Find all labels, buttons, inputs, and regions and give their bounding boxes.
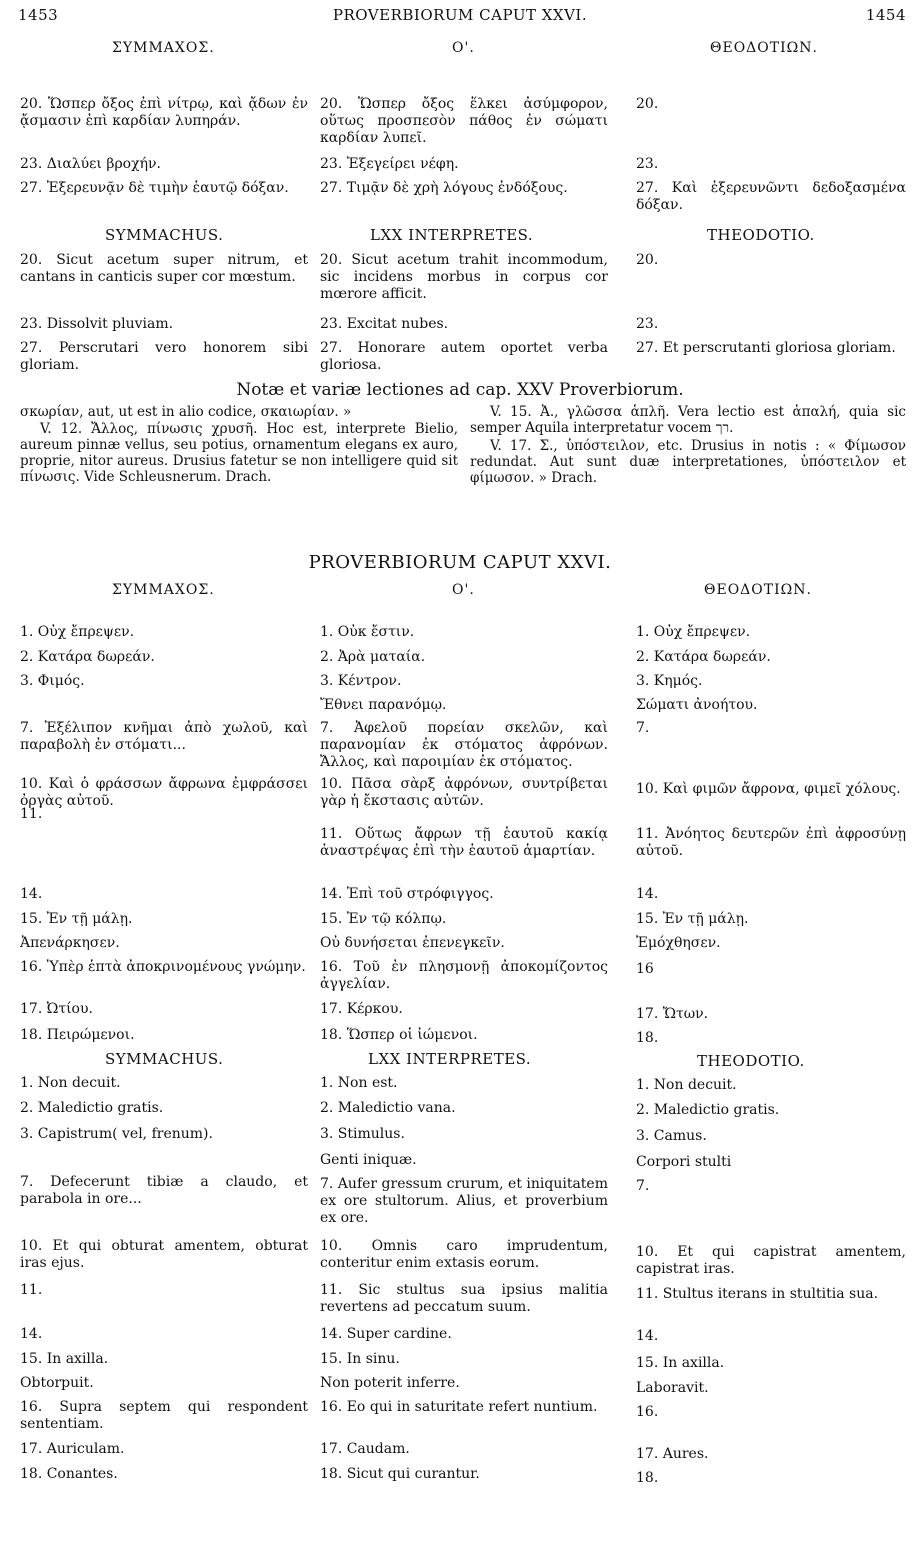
ch-latin-c3-7: 14. bbox=[636, 1328, 659, 1344]
ch-latin-c1-3: 7. Defecerunt tibiæ a claudo, et parabola in ore... bbox=[20, 1174, 308, 1207]
ch-latin-c2-8: 15. In sinu. bbox=[320, 1351, 400, 1367]
top-latin-c3-v27: 27. Et perscrutanti gloriosa gloriam. bbox=[636, 340, 896, 356]
ch-greek-c2-10: 16. Τοῦ ἐν πλησμονῇ ἀποκομίζοντος ἀγγελίαν. bbox=[320, 959, 608, 992]
ch-latin-c3-6: 11. Stultus iterans in stultitia sua. bbox=[636, 1286, 879, 1302]
ch-latin-c1-7: 15. In axilla. bbox=[20, 1351, 109, 1367]
ch-greek-c3-5: 10. Καὶ φιμῶν ἄφρονα, φιμεῖ χόλους. bbox=[636, 781, 901, 797]
ch-latin-c3-2: 3. Camus. bbox=[636, 1128, 707, 1144]
ch-latin-c3-4: 7. bbox=[636, 1178, 650, 1194]
ch-greek-c2-2: 3. Κέντρον. bbox=[320, 673, 402, 689]
top-greek-c1-v27: 27. Ἐξερευνᾷν δὲ τιμὴν ἑαυτῷ δόξαν. bbox=[20, 180, 289, 196]
ch-greek-c1-4: 10. Καὶ ὁ φράσσων ἄφρωνα ἐμφράσσει ὀργὰς αὐτοῦ. bbox=[20, 776, 308, 809]
top-greek-c2-v20: 20. Ὥσπερ ὄξος ἕλκει ἀσύμφορον, οὕτως προσπεσὸν πάθος ἐν σώματι καρδίαν λυπεῖ. bbox=[320, 96, 608, 146]
ch-greek-c2-3: Ἔθνει παρανόμῳ. bbox=[320, 697, 447, 713]
ch-latin-c2-9: Non poterit inferre. bbox=[320, 1375, 460, 1391]
top-latin-c1-v20: 20. Sicut acetum super nitrum, et cantans in canticis super cor mœstum. bbox=[20, 252, 308, 285]
ch-latin-c2-12: 18. Sicut qui curantur. bbox=[320, 1466, 480, 1482]
running-title: PROVERBIORUM CAPUT XXVI. bbox=[332, 6, 588, 24]
chapter-header-symmachus-greek: ΣΥΜΜΑΧΟΣ. bbox=[112, 582, 215, 598]
ch-latin-c1-4: 10. Et qui obturat amentem, obturat iras ejus. bbox=[20, 1238, 308, 1271]
ch-greek-c1-6: 14. bbox=[20, 886, 43, 902]
ch-latin-c2-11: 17. Caudam. bbox=[320, 1441, 410, 1457]
ch-latin-c3-1: 2. Maledictio gratis. bbox=[636, 1102, 780, 1118]
ch-latin-c1-8: Obtorpuit. bbox=[20, 1375, 94, 1391]
page-number-right: 1454 bbox=[865, 6, 906, 24]
ch-greek-c3-3: Σώματι ἀνοήτου. bbox=[636, 697, 758, 713]
ch-latin-c3-5: 10. Et qui capistrat amentem, capistrat iras. bbox=[636, 1244, 906, 1277]
ch-latin-c3-12: 18. bbox=[636, 1470, 659, 1486]
chapter-header-symmachus-latin: SYMMACHUS. bbox=[105, 1050, 224, 1068]
ch-latin-c1-9: 16. Supra septem qui respondent sententiam. bbox=[20, 1399, 308, 1432]
top-greek-c2-v27: 27. Τιμᾷν δὲ χρὴ λόγους ἐνδόξους. bbox=[320, 180, 568, 196]
top-latin-c2-v23: 23. Excitat nubes. bbox=[320, 316, 449, 332]
ch-greek-c1-11: 18. Πειρώμενοι. bbox=[20, 1027, 135, 1043]
ch-greek-c1-8: Ἀπενάρκησεν. bbox=[20, 935, 120, 951]
chapter-header-lxx-greek: Ο'. bbox=[452, 582, 475, 598]
note-right-1: V. 17. Σ., ὑπόστειλον, etc. Drusius in notis : « Φίμωσον redundat. Aut sunt duæ interpretationes, ὑπόστειλον et φίμωσον. » Drach. bbox=[470, 438, 906, 486]
ch-greek-c3-4: 7. bbox=[636, 720, 650, 736]
ch-latin-c2-6: 11. Sic stultus sua ipsius malitia revertens ad peccatum suum. bbox=[320, 1282, 608, 1315]
ch-greek-c2-11: 17. Κέρκου. bbox=[320, 1001, 403, 1017]
top-greek-c2-v23: 23. Ἐξεγείρει νέφη. bbox=[320, 156, 459, 172]
ch-latin-c2-7: 14. Super cardine. bbox=[320, 1326, 452, 1342]
top-header-lxx-greek: Ο'. bbox=[452, 40, 475, 56]
ch-greek-c2-4: 7. Ἀφελοῦ πορείαν σκελῶν, καὶ παρανομίαν ἐκ στόματος ἀφρόνων. Ἄλλος, καὶ παροιμίαν ἐκ στόματος. bbox=[320, 720, 608, 770]
top-latin-c3-v23: 23. bbox=[636, 316, 659, 332]
top-latin-c2-v20: 20. Sicut acetum trahit incommodum, sic incidens morbus in corpus cor mœrore afficit. bbox=[320, 252, 608, 302]
ch-greek-c2-12: 18. Ὥσπερ οἱ ἰώμενοι. bbox=[320, 1027, 478, 1043]
ch-latin-c2-2: 3. Stimulus. bbox=[320, 1126, 405, 1142]
top-header-theodotion-greek: ΘΕΟΔΟΤΙΩΝ. bbox=[710, 40, 818, 56]
ch-latin-c1-1: 2. Maledictio gratis. bbox=[20, 1100, 164, 1116]
top-greek-c3-v20: 20. bbox=[636, 96, 659, 112]
ch-greek-c2-9: Οὐ δυνήσεται ἐπενεγκεῖν. bbox=[320, 935, 505, 951]
ch-greek-c3-8: 15. Ἐν τῇ μάλῃ. bbox=[636, 911, 749, 927]
ch-greek-c3-11: 17. Ὤτων. bbox=[636, 1006, 709, 1022]
top-latin-c1-v27: 27. Perscrutari vero honorem sibi gloriam. bbox=[20, 340, 308, 373]
ch-greek-c3-12: 18. bbox=[636, 1030, 659, 1046]
ch-latin-c2-10: 16. Eo qui in saturitate refert nuntium. bbox=[320, 1399, 598, 1415]
ch-latin-c1-5: 11. bbox=[20, 1282, 43, 1298]
ch-greek-c3-9: Ἐμόχθησεν. bbox=[636, 935, 721, 951]
top-greek-c1-v23: 23. Διαλύει βροχήν. bbox=[20, 156, 161, 172]
ch-latin-c3-11: 17. Aures. bbox=[636, 1446, 709, 1462]
chapter-header-theodotion-greek: ΘΕΟΔΟΤΙΩΝ. bbox=[704, 582, 812, 598]
ch-greek-c3-1: 2. Κατάρα δωρεάν. bbox=[636, 649, 771, 665]
note-right-0: V. 15. Ἀ., γλῶσσα ἁπλῆ. Vera lectio est ἁπαλή, quia sic semper Aquila interpretatur vocem רך. bbox=[470, 404, 906, 436]
note-left-0: σκωρίαν, aut, ut est in alio codice, σκαιωρίαν. » bbox=[20, 404, 352, 420]
ch-greek-c2-7: 14. Ἐπὶ τοῦ στρόφιγγος. bbox=[320, 886, 494, 902]
note-left-1: V. 12. Ἄλλος, πίνωσις χρυσῆ. Hoc est, interprete Bielio, aureum pinnæ vellus, seu potius, ornamentum elegans ex auro, proprie, nitor aureus. Drusius fatetur se non intelligere quid sit πίνωσις. Vide Schleusnerum. Drach. bbox=[20, 421, 458, 485]
ch-latin-c3-8: 15. In axilla. bbox=[636, 1355, 725, 1371]
ch-latin-c2-0: 1. Non est. bbox=[320, 1075, 398, 1091]
top-latin-c1-v23: 23. Dissolvit pluviam. bbox=[20, 316, 174, 332]
ch-latin-c1-10: 17. Auriculam. bbox=[20, 1441, 125, 1457]
ch-latin-c3-10: 16. bbox=[636, 1404, 659, 1420]
ch-greek-c2-8: 15. Ἐν τῷ κόλπῳ. bbox=[320, 911, 447, 927]
page-number-left: 1453 bbox=[18, 6, 59, 24]
top-latin-c2-v27: 27. Honorare autem oportet verba gloriosa. bbox=[320, 340, 608, 373]
ch-latin-c3-0: 1. Non decuit. bbox=[636, 1077, 737, 1093]
ch-latin-c2-5: 10. Omnis caro imprudentum, conteritur enim extasis eorum. bbox=[320, 1238, 608, 1271]
top-latin-c3-v20: 20. bbox=[636, 252, 659, 268]
ch-greek-c3-7: 14. bbox=[636, 886, 659, 902]
ch-latin-c3-9: Laboravit. bbox=[636, 1380, 709, 1396]
ch-latin-c1-6: 14. bbox=[20, 1326, 43, 1342]
top-greek-c3-v27: 27. Καὶ ἐξερευνῶντι δεδοξασμένα δόξαν. bbox=[636, 180, 906, 213]
ch-greek-c1-1: 2. Κατάρα δωρεάν. bbox=[20, 649, 155, 665]
ch-greek-c1-5: 11. bbox=[20, 806, 43, 822]
ch-greek-c3-6: 11. Ἀνόητος δευτερῶν ἐπὶ ἀφροσύνῃ αὐτοῦ. bbox=[636, 826, 906, 859]
top-header-theodotion-latin: THEODOTIO. bbox=[707, 226, 815, 244]
ch-greek-c1-0: 1. Οὐχ ἔπρεψεν. bbox=[20, 624, 135, 640]
ch-latin-c1-2: 3. Capistrum( vel, frenum). bbox=[20, 1126, 213, 1142]
ch-greek-c2-5: 10. Πᾶσα σὰρξ ἀφρόνων, συντρίβεται γὰρ ἡ ἔκστασις αὐτῶν. bbox=[320, 776, 608, 809]
chapter-title: PROVERBIORUM CAPUT XXVI. bbox=[308, 552, 612, 573]
top-header-lxx-latin: LXX INTERPRETES. bbox=[370, 226, 534, 244]
chapter-header-theodotion-latin: THEODOTIO. bbox=[697, 1052, 805, 1070]
ch-greek-c2-6: 11. Οὕτως ἄφρων τῇ ἑαυτοῦ κακίᾳ ἀναστρέψας ἐπὶ τὴν ἑαυτοῦ ἁμαρτίαν. bbox=[320, 826, 608, 859]
ch-greek-c1-7: 15. Ἐν τῇ μάλῃ. bbox=[20, 911, 133, 927]
ch-latin-c2-1: 2. Maledictio vana. bbox=[320, 1100, 456, 1116]
ch-latin-c1-0: 1. Non decuit. bbox=[20, 1075, 121, 1091]
ch-greek-c1-3: 7. Ἐξέλιπον κνῆμαι ἀπὸ χωλοῦ, καὶ παραβολὴ ἐν στόματι... bbox=[20, 720, 308, 753]
chapter-header-lxx-latin: LXX INTERPRETES. bbox=[368, 1050, 532, 1068]
notes-title: Notæ et variæ lectiones ad cap. XXV Proverbiorum. bbox=[236, 380, 684, 400]
ch-latin-c1-11: 18. Conantes. bbox=[20, 1466, 118, 1482]
ch-latin-c2-4: 7. Aufer gressum crurum, et iniquitatem ex ore stultorum. Alius, et proverbium ex ore. bbox=[320, 1176, 608, 1226]
ch-latin-c3-3: Corpori stulti bbox=[636, 1154, 732, 1170]
ch-greek-c3-2: 3. Κημός. bbox=[636, 673, 703, 689]
top-header-symmachus-latin: SYMMACHUS. bbox=[105, 226, 224, 244]
top-greek-c1-v20: 20. Ὥσπερ ὄξος ἐπὶ νίτρῳ, καὶ ᾄδων ἐν ᾄσμασιν ἐπὶ καρδίαν λυπηράν. bbox=[20, 96, 308, 129]
ch-greek-c2-1: 2. Ἀρὰ ματαία. bbox=[320, 649, 426, 665]
ch-greek-c1-10: 17. Ὠτίου. bbox=[20, 1001, 93, 1017]
ch-greek-c3-0: 1. Οὐχ ἔπρεψεν. bbox=[636, 624, 751, 640]
ch-latin-c2-3: Genti iniquæ. bbox=[320, 1152, 417, 1168]
ch-greek-c1-2: 3. Φιμός. bbox=[20, 673, 85, 689]
ch-greek-c2-0: 1. Οὐκ ἔστιν. bbox=[320, 624, 415, 640]
top-greek-c3-v23: 23. bbox=[636, 156, 659, 172]
ch-greek-c1-9: 16. Ὑπὲρ ἑπτὰ ἀποκρινομένους γνώμην. bbox=[20, 959, 306, 975]
ch-greek-c3-10: 16 bbox=[636, 961, 654, 977]
top-header-symmachus-greek: ΣΥΜΜΑΧΟΣ. bbox=[112, 40, 215, 56]
